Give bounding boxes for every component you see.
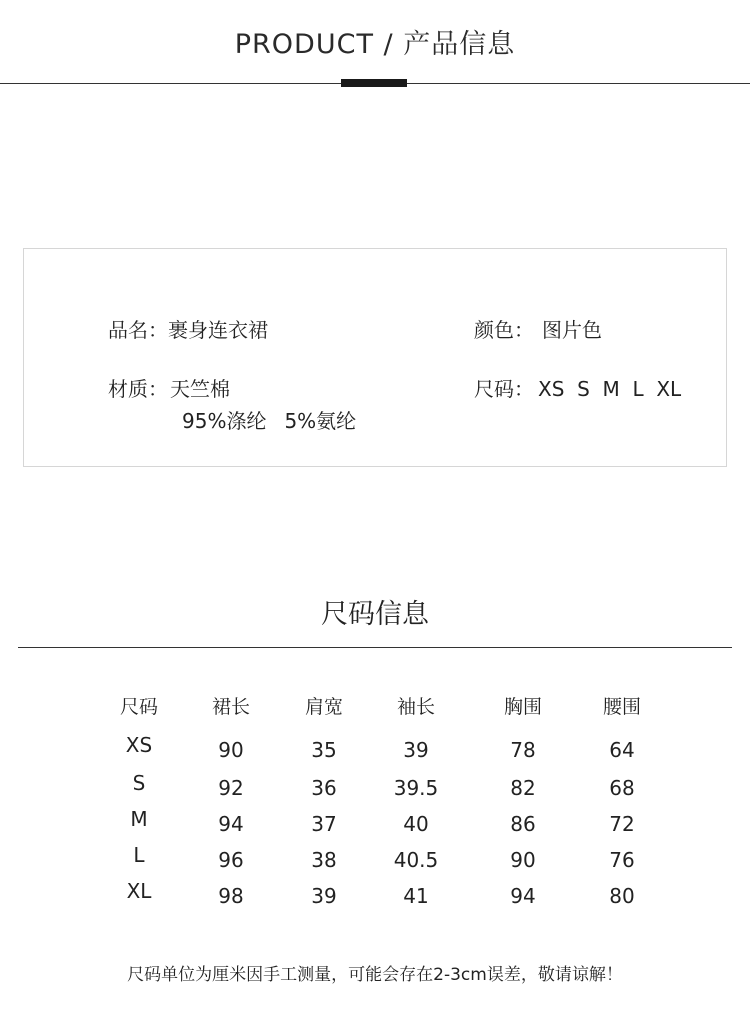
size-header-0: 尺码	[119, 696, 158, 718]
size-cell: 94	[510, 884, 536, 908]
size-cell: 39.5	[393, 776, 439, 800]
size-cell: 78	[510, 738, 536, 762]
size-cell: 86	[510, 812, 536, 836]
size-cell: 64	[609, 738, 635, 762]
info-size-value: XS S M L XL	[538, 377, 682, 401]
size-header-2: 肩宽	[304, 696, 343, 718]
info-name-label: 品名：	[108, 318, 168, 342]
size-cell: 92	[218, 776, 244, 800]
header-title: PRODUCT / 产品信息	[234, 29, 516, 60]
size-cell: 82	[510, 776, 536, 800]
info-color-label: 颜色：	[474, 318, 534, 342]
size-row-label: M	[130, 807, 148, 831]
size-cell: 40.5	[393, 848, 439, 872]
info-material-label: 材质：	[108, 377, 168, 401]
size-cell: 90	[218, 738, 244, 762]
size-section-title: 尺码信息	[321, 599, 429, 630]
info-material-value: 天竺棉	[170, 377, 230, 401]
size-row-label: L	[133, 843, 145, 867]
size-header-3: 袖长	[396, 696, 435, 718]
size-cell: 40	[403, 812, 429, 836]
size-cell: 36	[311, 776, 337, 800]
size-cell: 94	[218, 812, 244, 836]
size-cell: 38	[311, 848, 337, 872]
size-cell: 39	[311, 884, 337, 908]
size-cell: 37	[311, 812, 337, 836]
size-note: 尺码单位为厘米因手工测量，可能会存在2-3cm误差，敬请谅解！	[127, 965, 623, 985]
size-cell: 96	[218, 848, 244, 872]
size-cell: 80	[609, 884, 635, 908]
size-row-label: XS	[125, 733, 153, 757]
size-cell: 76	[609, 848, 635, 872]
material-detail-1: 95%涤纶	[182, 409, 267, 433]
size-header-4: 胸围	[503, 696, 542, 718]
size-row-label: XL	[126, 879, 152, 903]
info-color-value: 图片色	[542, 318, 602, 342]
size-cell: 98	[218, 884, 244, 908]
size-header-5: 腰围	[602, 696, 641, 718]
info-name-value: 裹身连衣裙	[168, 318, 268, 342]
size-cell: 39	[403, 738, 429, 762]
size-row-label: S	[132, 771, 146, 795]
size-cell: 72	[609, 812, 635, 836]
info-size-label: 尺码：	[474, 377, 534, 401]
size-header-1: 裙长	[211, 696, 250, 718]
material-detail-2: 5%氨纶	[284, 409, 357, 433]
size-cell: 41	[403, 884, 429, 908]
size-cell: 35	[311, 738, 337, 762]
size-cell: 68	[609, 776, 635, 800]
size-cell: 90	[510, 848, 536, 872]
